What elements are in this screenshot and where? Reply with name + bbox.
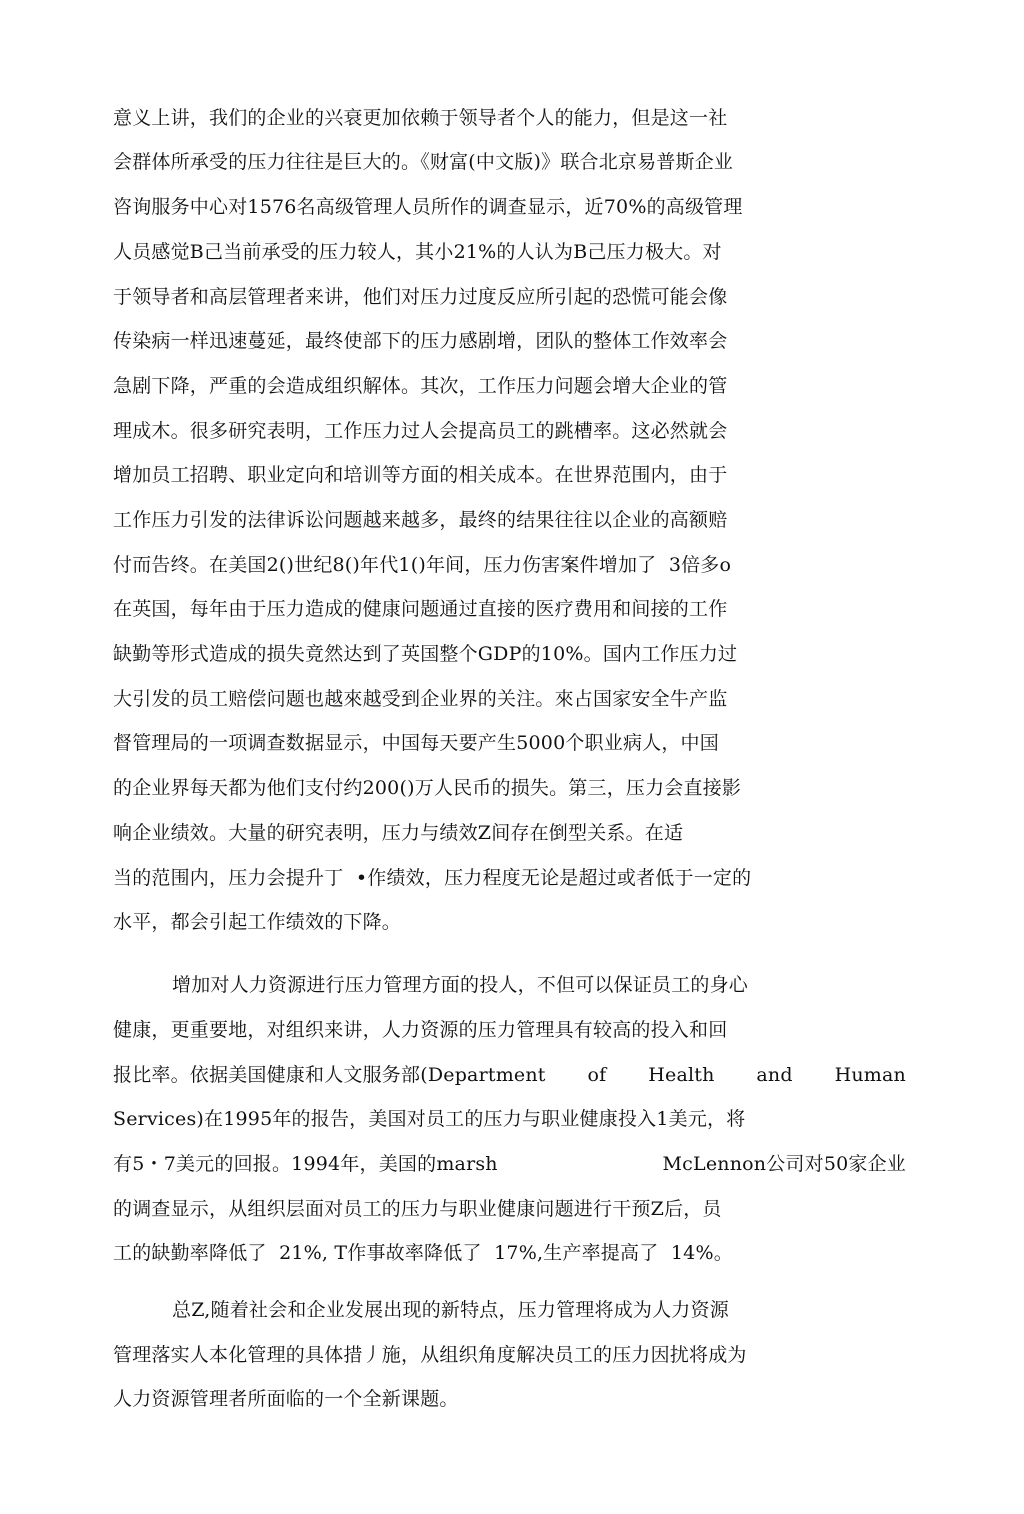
text-line: 的调查显示，从组织层面对员工的压力与职业健康问题进行干预Z后，员 — [113, 1198, 722, 1220]
text-line: 付而告终。在美国2()世纪8()年代1()年间，压力伤害案件增加了 3倍多o — [113, 554, 732, 576]
text-line: 在英国，每年由于压力造成的健康问题通过直接的医疗费用和间接的工作 — [113, 598, 728, 620]
text-line: 咨询服务中心对1576名高级管理人员所作的调查显示，近70%的高级管理 — [113, 196, 743, 218]
word: Health — [648, 1064, 715, 1086]
text-line: Services)在1995年的报告，美国对员工的压力与职业健康投入1美元，将 — [113, 1108, 746, 1130]
text-line: 督管理局的一项调查数据显示，中国每天要产生5000个职业病人，中国 — [113, 732, 719, 754]
text-line: 大引发的员工赔偿问题也越來越受到企业界的关注。來占国家安全牛产监 — [113, 688, 728, 710]
text-line: 水平，都会引起工作绩效的下降。 — [113, 911, 402, 933]
word: McLennon公司对50家企业 — [662, 1153, 906, 1175]
text-line: 健康，更重要地，对组织来讲，人力资源的压力管理具有较高的投入和回 — [113, 1019, 728, 1041]
text-line: 理成木。很多研究表明，工作压力过人会提高员工的跳槽率。这必然就会 — [113, 420, 728, 442]
text-line: 传染病一样迅速蔓延，最终使部下的压力感剧增，团队的整体工作效率会 — [113, 330, 728, 352]
text-line: 缺勤等形式造成的损失竟然达到了英国整个GDP的10%。国内工作压力过 — [113, 643, 738, 665]
text-line: 增加对人力资源进行压力管理方面的投人，不但可以保证员工的身心 — [172, 974, 749, 996]
text-line: 总Z,随着社会和企业发展出现的新特点，压力管理将成为人力资源 — [172, 1299, 729, 1321]
text-line: 人力资源管理者所面临的一个全新课题。 — [113, 1388, 459, 1410]
text-line-justified — [113, 1062, 906, 1088]
text-line: 当的范围内，压力会提升丁 •作绩效，压力程度无论是超过或者低于一定的 — [113, 867, 752, 889]
word: and — [756, 1064, 793, 1086]
text-line: 意义上讲，我们的企业的兴衰更加依赖于领导者个人的能力，但是这一社 — [113, 107, 728, 129]
text-line: 人员感觉B己当前承受的压力较人，其小21%的人认为B己压力极大。对 — [113, 241, 722, 263]
text-line: 增加员工招聘、职业定向和培训等方面的相关成本。在世界范围内，由于 — [113, 464, 728, 486]
text-line: 工作压力引发的法律诉讼问题越来越多，最终的结果往往以企业的高额赔 — [113, 509, 728, 531]
word: 报比率。依据美国健康和人文服务部(Department — [113, 1064, 546, 1086]
text-line-justified — [113, 1151, 906, 1177]
word: 有5・7美元的回报。1994年，美国的marsh — [113, 1153, 498, 1175]
text-line: 会群体所承受的压力往往是巨大的。《财富(中文版)》联合北京易普斯企业 — [113, 151, 734, 173]
word: of — [587, 1064, 607, 1086]
word: Human — [834, 1064, 906, 1086]
text-line: 响企业绩效。大量的研究表明，压力与绩效Z间存在倒型关系。在适 — [113, 822, 684, 844]
text-line: 于领导者和高层管理者来讲，他们对压力过度反应所引起的恐慌可能会像 — [113, 286, 728, 308]
text-line: 急剧下降，严重的会造成组织解体。其次，工作压力问题会增大企业的管 — [113, 375, 728, 397]
text-line: 管理落实人本化管理的具体措丿施，从组织角度解决员工的压力因扰将成为 — [113, 1344, 747, 1366]
text-line: 的企业界每天都为他们支付约200()万人民币的损失。第三，压力会直接影 — [113, 777, 742, 799]
text-line: 工的缺勤率降低了 21%, T作事故率降低了 17%,生产率提高了 14%。 — [113, 1242, 733, 1264]
